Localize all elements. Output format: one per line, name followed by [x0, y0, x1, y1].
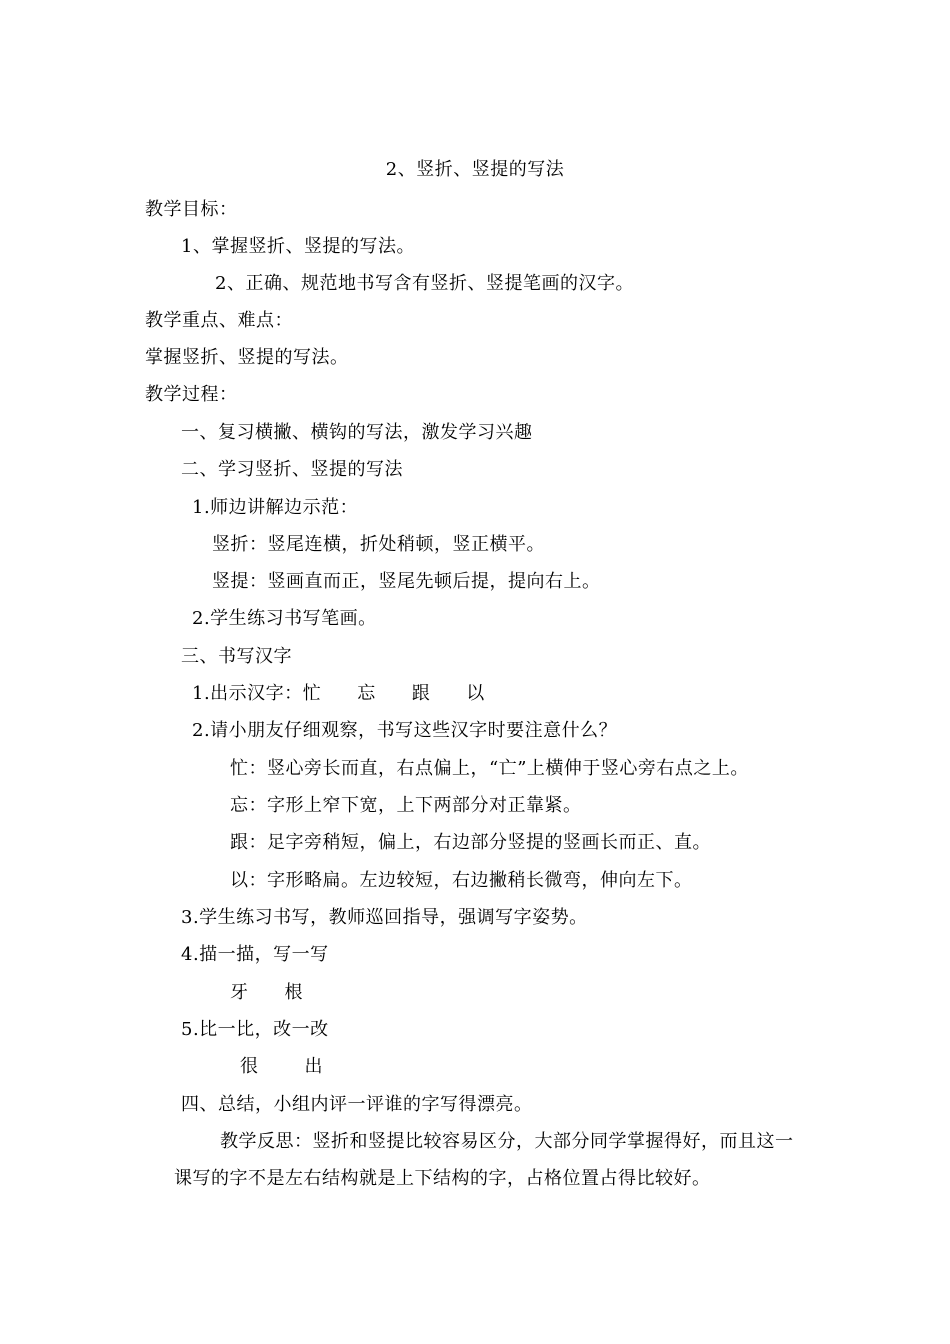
reflection-line-2: 课写的字不是左右结构就是上下结构的字，占格位置占得比较好。	[174, 1168, 711, 1189]
stroke-shuti: 竖提：竖画直而正，竖尾先顿后提，提向右上。	[212, 571, 601, 592]
key-points-text: 掌握竖折、竖提的写法。	[145, 347, 349, 368]
trace-chars	[230, 981, 303, 1005]
stroke-shuzhe: 竖折：竖尾连横，折处稍顿，竖正横平。	[212, 534, 545, 555]
shown-char: 跟	[411, 683, 431, 704]
goal-1: 1、掌握竖折、竖提的写法。	[181, 236, 415, 257]
step-3-1-label: 1.出示汉字：	[192, 683, 303, 704]
step-2: 二、学习竖折、竖提的写法	[181, 459, 403, 480]
goal-2: 2、正确、规范地书写含有竖折、竖提笔画的汉字。	[215, 273, 634, 294]
goals-heading: 教学目标：	[145, 199, 238, 220]
key-points-heading: 教学重点、难点：	[145, 310, 293, 331]
lesson-title: 2、竖折、竖提的写法	[385, 159, 565, 180]
step-3: 三、书写汉字	[181, 646, 292, 667]
step-1: 一、复习横撇、横钩的写法，激发学习兴趣	[181, 422, 533, 443]
step-2-2: 2.学生练习书写笔画。	[192, 608, 377, 629]
step-3-3: 3.学生练习书写，教师巡回指导，强调写字姿势。	[181, 907, 588, 928]
trace-char: 牙	[230, 982, 249, 1003]
note-wang: 忘：字形上窄下宽，上下两部分对正靠紧。	[230, 795, 582, 816]
note-yi: 以：字形略扁。左边较短，右边撇稍长微弯，伸向左下。	[230, 870, 693, 891]
compare-chars	[240, 1055, 323, 1079]
step-3-4: 4.描一描，写一写	[181, 944, 329, 965]
shown-char: 以	[466, 683, 485, 704]
process-heading: 教学过程：	[145, 384, 238, 405]
note-gen: 跟：足字旁稍短，偏上，右边部分竖提的竖画长而正、直。	[230, 832, 711, 853]
step-2-1: 1.师边讲解边示范：	[192, 497, 359, 518]
reflection-line-1: 教学反思：竖折和竖提比较容易区分，大部分同学掌握得好，而且这一	[220, 1131, 794, 1152]
trace-char: 根	[284, 982, 303, 1003]
compare-char: 很	[240, 1056, 259, 1077]
note-mang: 忙：竖心旁长而直，右点偏上，“亡”上横伸于竖心旁右点之上。	[230, 758, 749, 779]
step-3-2: 2.请小朋友仔细观察，书写这些汉字时要注意什么？	[192, 720, 618, 741]
shown-char: 忘	[357, 683, 376, 704]
step-3-1	[192, 682, 485, 706]
step-4: 四、总结，小组内评一评谁的字写得漂亮。	[181, 1094, 533, 1115]
compare-char: 出	[304, 1056, 323, 1077]
shown-char: 忙	[302, 683, 322, 704]
step-3-5: 5.比一比，改一改	[181, 1019, 329, 1040]
